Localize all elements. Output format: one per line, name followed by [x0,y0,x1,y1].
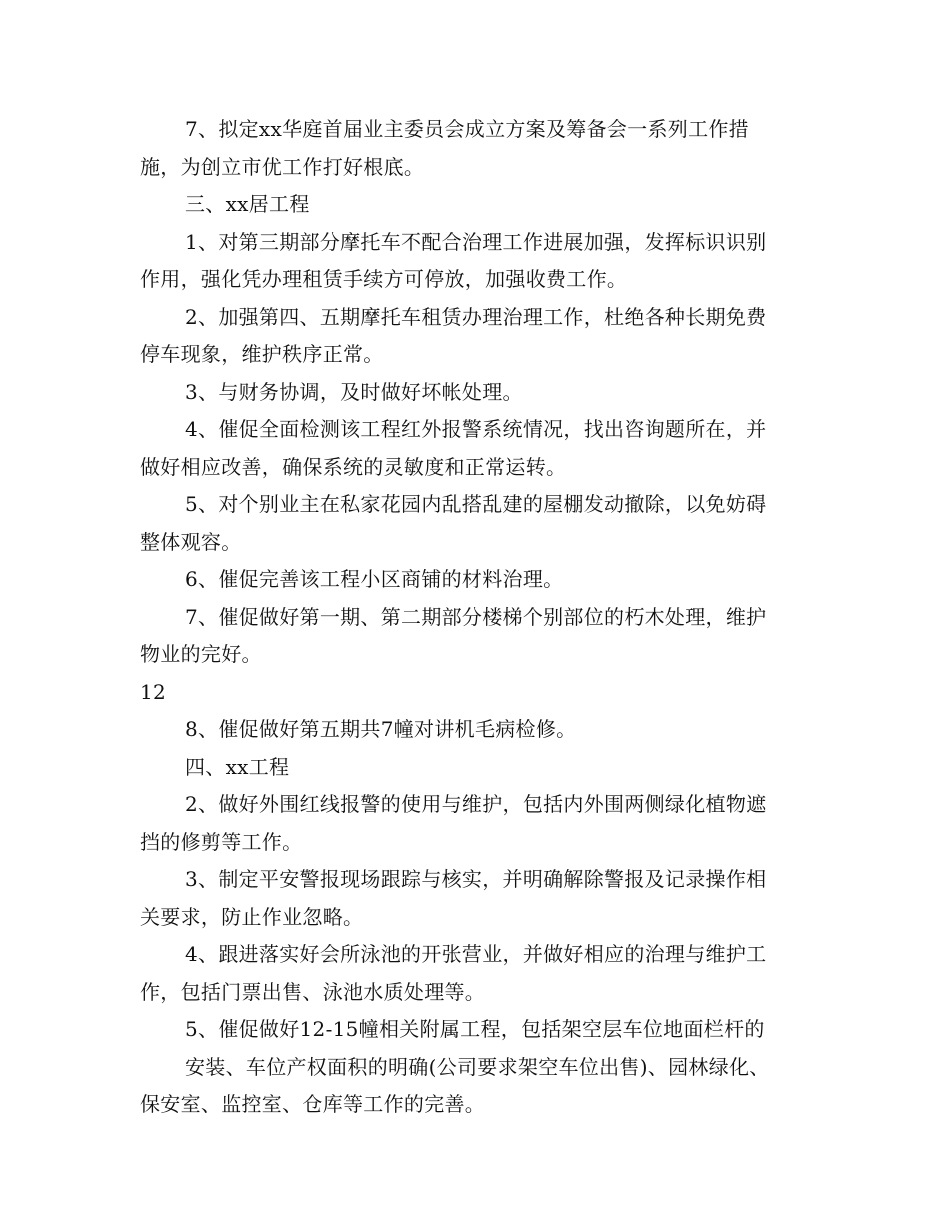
paragraph-line: 关要求，防止作业忽略。 [140,905,364,929]
paragraph-line: 作用，强化凭办理租赁手续方可停放，加强收费工作。 [140,267,628,291]
paragraph-line: 挡的修剪等工作。 [140,830,303,854]
paragraph-line: 施，为创立市优工作打好根底。 [140,155,425,179]
section-heading: 三、xx居工程 [185,192,310,216]
paragraph-line: 2、做好外围红线报警的使用与维护，包括内外围两侧绿化植物遮 [185,792,767,816]
paragraph-line: 6、催促完善该工程小区商铺的材料治理。 [185,567,564,591]
paragraph-line: 8、催促做好第五期共7幢对讲机毛病检修。 [185,717,577,741]
paragraph-line: 5、对个别业主在私家花园内乱搭乱建的屋棚发动撤除，以免妨碍 [185,492,767,516]
paragraph-line: 5、催促做好12-15幢相关附属工程，包括架空层车位地面栏杆的 [185,1017,765,1041]
paragraph-line: 4、跟进落实好会所泳池的开张营业，并做好相应的治理与维护工 [185,942,767,966]
paragraph-line: 3、制定平安警报现场跟踪与核实，并明确解除警报及记录操作相 [185,867,767,891]
paragraph-line: 做好相应改善，确保系统的灵敏度和正常运转。 [140,455,567,479]
paragraph-line: 停车现象，维护秩序正常。 [140,342,384,366]
paragraph-line: 整体观容。 [140,530,242,554]
paragraph-line: 7、拟定xx华庭首届业主委员会成立方案及筹备会一系列工作措 [185,117,749,141]
paragraph-line: 1、对第三期部分摩托车不配合治理工作进展加强，发挥标识识别 [185,230,767,254]
paragraph-line: 2、加强第四、五期摩托车租赁办理治理工作，杜绝各种长期免费 [185,305,767,329]
page-number: 12 [140,680,167,704]
paragraph-line: 3、与财务协调，及时做好坏帐处理。 [185,380,523,404]
paragraph-line: 物业的完好。 [140,642,262,666]
paragraph-line: 作，包括门票出售、泳池水质处理等。 [140,980,486,1004]
paragraph-line: 7、催促做好第一期、第二期部分楼梯个别部位的朽木处理，维护 [185,605,767,629]
section-heading: 四、xx工程 [185,755,290,779]
paragraph-line: 4、催促全面检测该工程红外报警系统情况，找出咨询题所在，并 [185,417,767,441]
paragraph-line: 安装、车位产权面积的明确(公司要求架空车位出售)、园林绿化、 [185,1055,770,1079]
paragraph-line: 保安室、监控室、仓库等工作的完善。 [140,1092,486,1116]
